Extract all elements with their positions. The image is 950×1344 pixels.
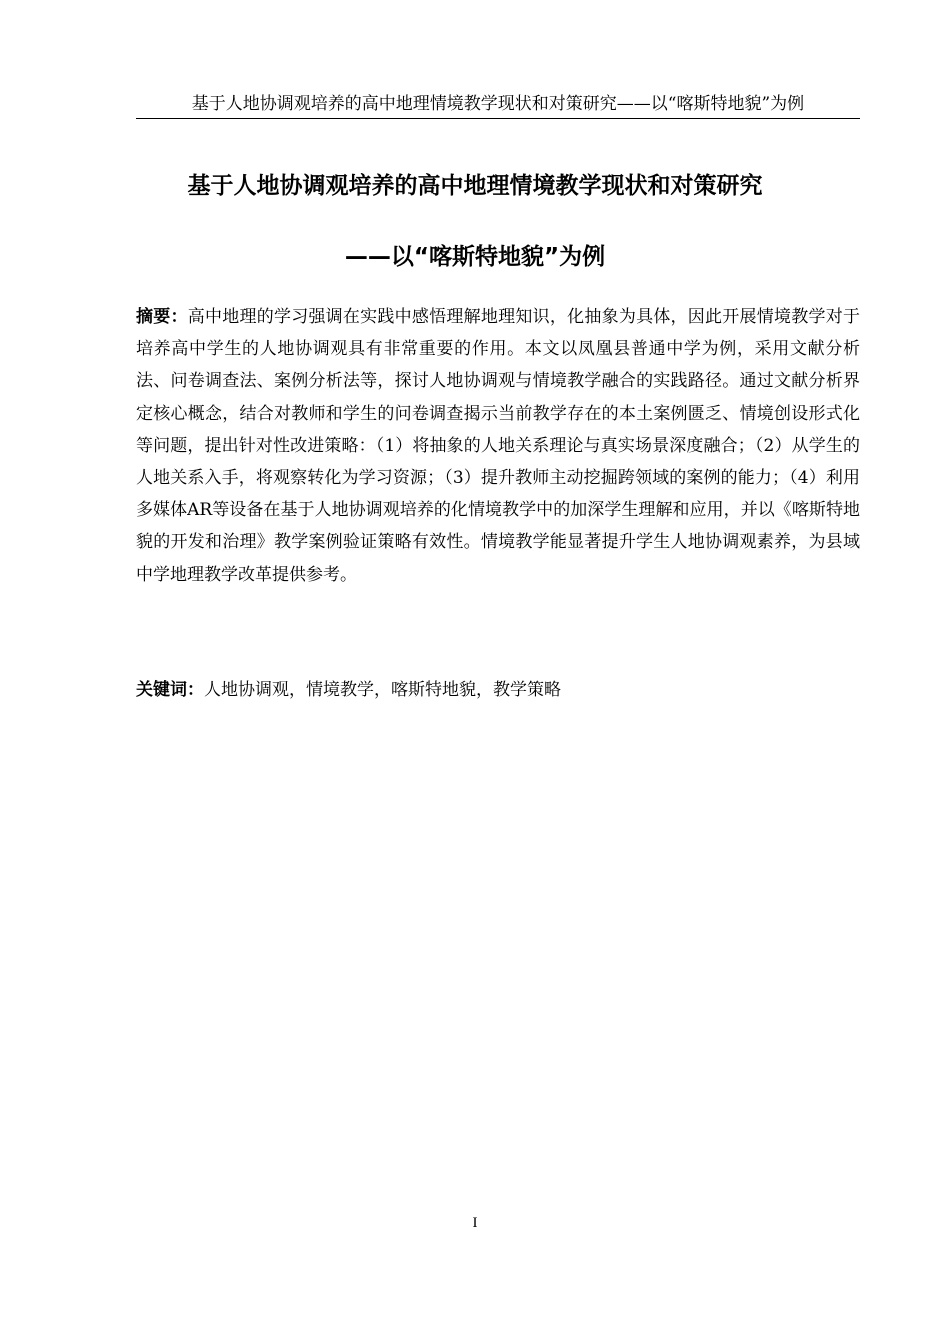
page-number: I	[472, 1215, 478, 1231]
running-header: 基于人地协调观培养的高中地理情境教学现状和对策研究——以“喀斯特地貌”为例	[136, 90, 860, 119]
keywords-text: 人地协调观，情境教学，喀斯特地貌，教学策略	[204, 680, 561, 700]
paper-subtitle: ——以“喀斯特地貌”为例	[344, 244, 606, 270]
paper-title: 基于人地协调观培养的高中地理情境教学现状和对策研究	[187, 173, 763, 199]
abstract-label: 摘要：	[136, 307, 188, 327]
abstract-text: 高中地理的学习强调在实践中感悟理解地理知识，化抽象为具体，因此开展情境教学对于培养高中学生的人地协调观具有非常重要的作用。本文以凤凰县普通中学为例，采用文献分析法、问卷调查法、案例分析法等，探讨人地协调观与情境教学融合的实践路径。通过文献分析界定核心概念，结合对教师和学生的问卷调查揭示当前教学存在的本土案例匮乏、情境创设形式化等问题，提出针对性改进策略：（1）将抽象的人地关系理论与真实场景深度融合；（2）从学生的人地关系入手，将观察转化为学习资源；（3）提升教师主动挖掘跨领域的案例的能力；（4）利用多媒体AR等设备在基于人地协调观培养的化情境教学中的加深学生理解和应用，并以《喀斯特地貌的开发和治理》教学案例验证策略有效性。情境教学能显著提升学生人地协调观素养，为县域中学地理教学改革提供参考。	[136, 307, 861, 585]
abstract-paragraph	[136, 301, 860, 591]
keywords-line	[136, 674, 860, 706]
keywords-label: 关键词：	[136, 680, 204, 700]
